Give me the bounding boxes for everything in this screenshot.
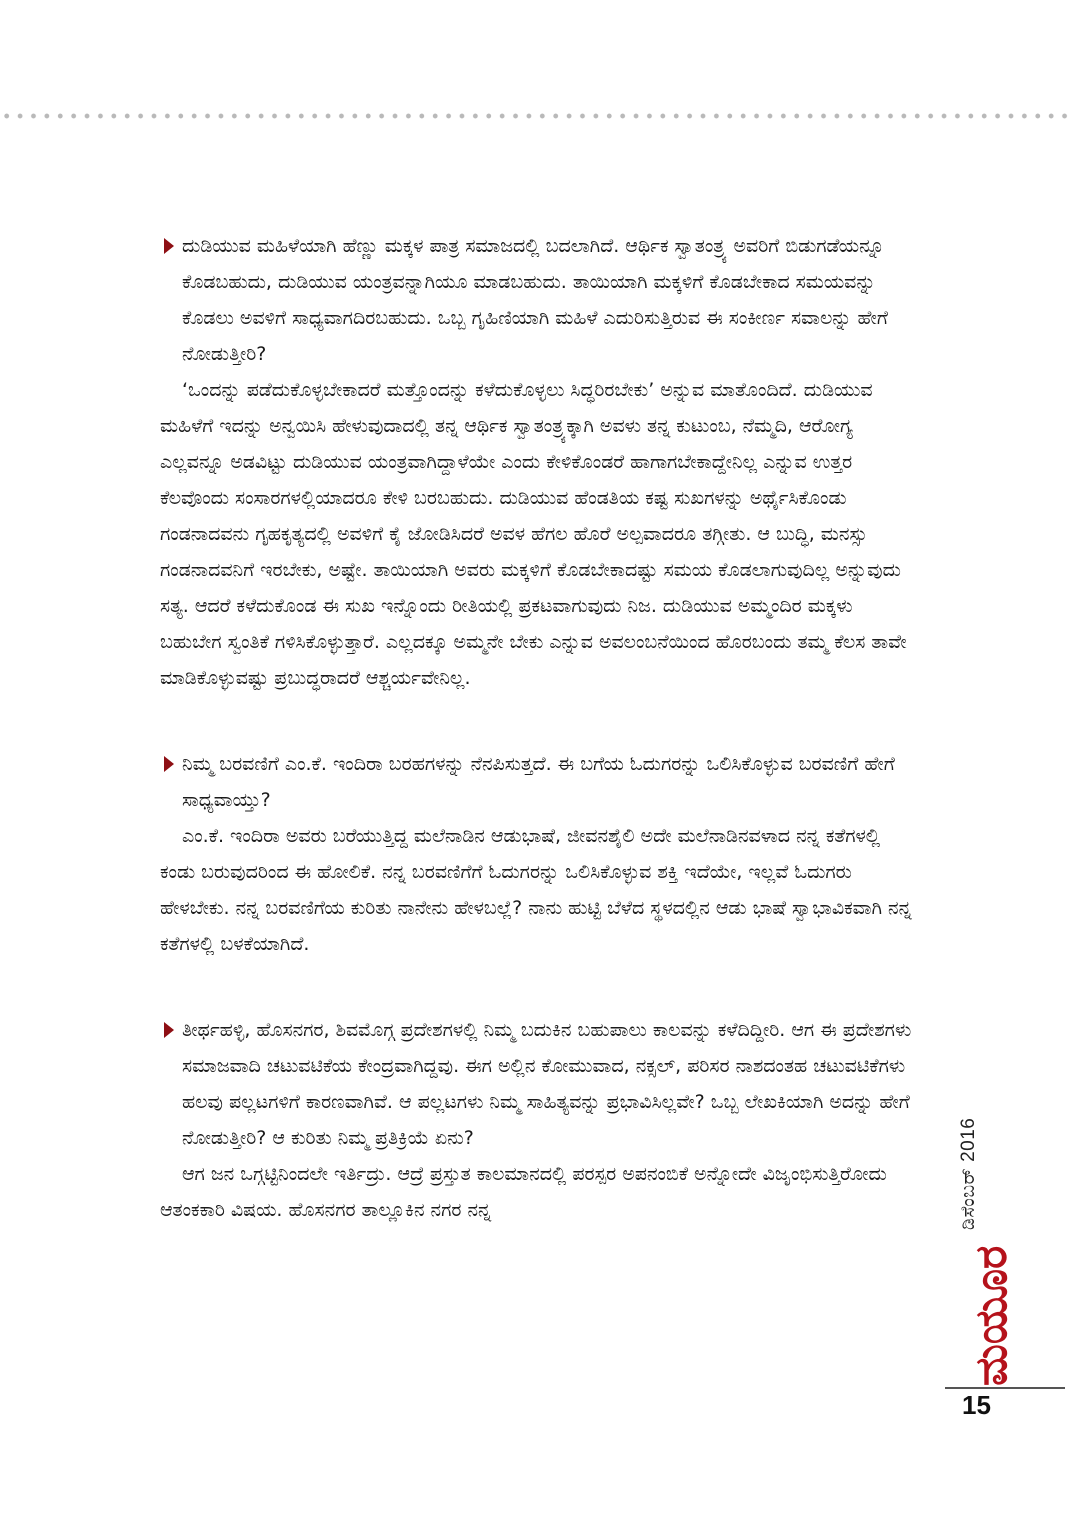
- issue-date: ಡಿಸೆಂಬರ್ 2016: [958, 1117, 979, 1230]
- answer-1: ‘ಒಂದನ್ನು ಪಡೆದುಕೊಳ್ಳಬೇಕಾದರೆ ಮತ್ತೊಂದನ್ನು ಕಳೆದುಕೊಳ್ಳಲು ಸಿದ್ಧರಿರಬೇಕು’ ಅನ್ನುವ ಮಾತೊಂದಿದೆ. ದುಡಿಯುವ ಮಹಿಳೆಗೆ ಇದನ್ನು ಅನ್ವಯಿಸಿ ಹೇಳುವುದಾದಲ್ಲಿ ತನ್ನ ಆರ್ಥಿಕ ಸ್ವಾತಂತ್ರ್ಯಕ್ಕಾಗಿ ಅವಳು ತನ್ನ ಕುಟುಂಬ, ನೆಮ್ಮದಿ, ಆರೋಗ್ಯ ಎಲ್ಲವನ್ನೂ ಅಡವಿಟ್ಟು ದುಡಿಯುವ ಯಂತ್ರವಾಗಿದ್ದಾಳೆಯೇ ಎಂದು ಕೇಳಿಕೊಂಡರೆ ಹಾಗಾಗಬೇಕಾದ್ದೇನಿಲ್ಲ ಎನ್ನುವ ಉತ್ತರ ಕೆಲವೊಂದು ಸಂಸಾರಗಳಲ್ಲಿಯಾದರೂ ಕೇಳಿ ಬರಬಹುದು. ದುಡಿಯುವ ಹೆಂಡತಿಯ ಕಷ್ಟ ಸುಖಗಳನ್ನು ಅರ್ಥೈಸಿಕೊಂಡು ಗಂಡನಾದವನು ಗೃಹಕೃತ್ಯದಲ್ಲಿ ಅವಳಿಗೆ ಕೈ ಜೋಡಿಸಿದರೆ ಅವಳ ಹೆಗಲ ಹೊರೆ ಅಲ್ಪವಾದರೂ ತಗ್ಗೀತು. ಆ ಬುದ್ಧಿ, ಮನಸ್ಸು ಗಂಡನಾದವನಿಗೆ ಇರಬೇಕು, ಅಷ್ಟೇ. ತಾಯಿಯಾಗಿ ಅವರು ಮಕ್ಕಳಿಗೆ ಕೊಡಬೇಕಾದಷ್ಟು ಸಮಯ ಕೊಡಲಾಗುವುದಿಲ್ಲ ಅನ್ನುವುದು ಸತ್ಯ. ಆದರೆ ಕಳೆದುಕೊಂಡ ಈ ಸುಖ ಇನ್ನೊಂದು ರೀತಿಯಲ್ಲಿ ಪ್ರಕಟವಾಗುವುದು ನಿಜ. ದುಡಿಯುವ ಅಮ್ಮಂದಿರ ಮಕ್ಕಳು ಬಹುಬೇಗ ಸ್ವಂತಿಕೆ ಗಳಿಸಿಕೊಳ್ಳುತ್ತಾರೆ. ಎಲ್ಲದಕ್ಕೂ ಅಮ್ಮನೇ ಬೇಕು ಎನ್ನುವ ಅವಲಂಬನೆಯಿಂದ ಹೊರಬಂದು ತಮ್ಮ ಕೆಲಸ ತಾವೇ ಮಾಡಿಕೊಳ್ಳುವಷ್ಟು ಪ್ರಬುದ್ಧರಾದರೆ ಆಶ್ಚರ್ಯವೇನಿಲ್ಲ.: [160, 379, 907, 689]
- answer-3: ಆಗ ಜನ ಒಗ್ಗಟ್ಟಿನಿಂದಲೇ ಇರ್ತಿದ್ರು. ಆದ್ರೆ ಪ್ರಸ್ತುತ ಕಾಲಮಾನದಲ್ಲಿ ಪರಸ್ಪರ ಅಪನಂಬಿಕೆ ಅನ್ನೋದೇ ವಿಜೃಂಭಿಸುತ್ತಿರೋದು ಆತಂಕಕಾರಿ ವಿಷಯ. ಹೊಸನಗರ ತಾಲ್ಲೂಕಿನ ನಗರ ನನ್ನ: [160, 1163, 887, 1221]
- dotted-divider: [0, 111, 1072, 121]
- bullet-triangle-icon: [164, 756, 174, 772]
- page-number: 15: [962, 1390, 991, 1420]
- mayura-logo: [948, 1238, 1038, 1388]
- bullet-triangle-icon: [164, 1022, 174, 1038]
- svg-text:ಮಯೂರ: ಮಯೂರ: [966, 1245, 1017, 1386]
- question-text: ತೀರ್ಥಹಳ್ಳಿ, ಹೊಸನಗರ, ಶಿವಮೊಗ್ಗ ಪ್ರದೇಶಗಳಲ್ಲಿ ನಿಮ್ಮ ಬದುಕಿನ ಬಹುಪಾಲು ಕಾಲವನ್ನು ಕಳೆದಿದ್ದೀರಿ. ಆಗ ಈ ಪ್ರದೇಶಗಳು ಸಮಾಜವಾದಿ ಚಟುವಟಿಕೆಯ ಕೇಂದ್ರವಾಗಿದ್ದವು. ಈಗ ಅಲ್ಲಿನ ಕೋಮುವಾದ, ನಕ್ಸಲ್, ಪರಿಸರ ನಾಶದಂತಹ ಚಟುವಟಿಕೆಗಳು ಹಲವು ಪಲ್ಲಟಗಳಿಗೆ ಕಾರಣವಾಗಿವೆ. ಆ ಪಲ್ಲಟಗಳು ನಿಮ್ಮ ಸಾಹಿತ್ಯವನ್ನು ಪ್ರಭಾವಿಸಿಲ್ಲವೇ? ಒಬ್ಬ ಲೇಖಕಿಯಾಗಿ ಅದನ್ನು ಹೇಗೆ ನೋಡುತ್ತೀರಿ? ಆ ಕುರಿತು ನಿಮ್ಮ ಪ್ರತಿಕ್ರಿಯೆ ಏನು?: [182, 1019, 912, 1149]
- question-text: ನಿಮ್ಮ ಬರವಣಿಗೆ ಎಂ.ಕೆ. ಇಂದಿರಾ ಬರಹಗಳನ್ನು ನೆನಪಿಸುತ್ತದೆ. ಈ ಬಗೆಯ ಓದುಗರನ್ನು ಒಲಿಸಿಕೊಳ್ಳುವ ಬರವಣಿಗೆ ಹೇಗೆ ಸಾಧ್ಯವಾಯ್ತು?: [182, 753, 895, 811]
- footer-rule: [945, 1387, 1065, 1389]
- question-text: ದುಡಿಯುವ ಮಹಿಳೆಯಾಗಿ ಹೆಣ್ಣು ಮಕ್ಕಳ ಪಾತ್ರ ಸಮಾಜದಲ್ಲಿ ಬದಲಾಗಿದೆ. ಆರ್ಥಿಕ ಸ್ವಾತಂತ್ರ್ಯ ಅವರಿಗೆ ಬಿಡುಗಡೆಯನ್ನೂ ಕೊಡಬಹುದು, ದುಡಿಯುವ ಯಂತ್ರವನ್ನಾಗಿಯೂ ಮಾಡಬಹುದು. ತಾಯಿಯಾಗಿ ಮಕ್ಕಳಿಗೆ ಕೊಡಬೇಕಾದ ಸಮಯವನ್ನು ಕೊಡಲು ಅವಳಿಗೆ ಸಾಧ್ಯವಾಗದಿರಬಹುದು. ಒಬ್ಬ ಗೃಹಿಣಿಯಾಗಿ ಮಹಿಳೆ ಎದುರಿಸುತ್ತಿರುವ ಈ ಸಂಕೀರ್ಣ ಸವಾಲನ್ನು ಹೇಗೆ ನೋಡುತ್ತೀರಿ?: [182, 235, 888, 365]
- article-body: [160, 228, 920, 1228]
- question-3: [160, 1012, 920, 1156]
- question-1: [160, 228, 920, 372]
- question-2: [160, 746, 920, 818]
- answer-2: ಎಂ.ಕೆ. ಇಂದಿರಾ ಅವರು ಬರೆಯುತ್ತಿದ್ದ ಮಲೆನಾಡಿನ ಆಡುಭಾಷೆ, ಜೀವನಶೈಲಿ ಅದೇ ಮಲೆನಾಡಿನವಳಾದ ನನ್ನ ಕತೆಗಳಲ್ಲಿ ಕಂಡು ಬರುವುದರಿಂದ ಈ ಹೋಲಿಕೆ. ನನ್ನ ಬರವಣಿಗೆಗೆ ಓದುಗರನ್ನು ಒಲಿಸಿಕೊಳ್ಳುವ ಶಕ್ತಿ ಇದೆಯೇ, ಇಲ್ಲವೆ ಓದುಗರು ಹೇಳಬೇಕು. ನನ್ನ ಬರವಣಿಗೆಯ ಕುರಿತು ನಾನೇನು ಹೇಳಬಲ್ಲೆ? ನಾನು ಹುಟ್ಟಿ ಬೆಳೆದ ಸ್ಥಳದಲ್ಲಿನ ಆಡು ಭಾಷೆ ಸ್ವಾಭಾವಿಕವಾಗಿ ನನ್ನ ಕತೆಗಳಲ್ಲಿ ಬಳಕೆಯಾಗಿದೆ.: [160, 825, 912, 955]
- bullet-triangle-icon: [164, 238, 174, 254]
